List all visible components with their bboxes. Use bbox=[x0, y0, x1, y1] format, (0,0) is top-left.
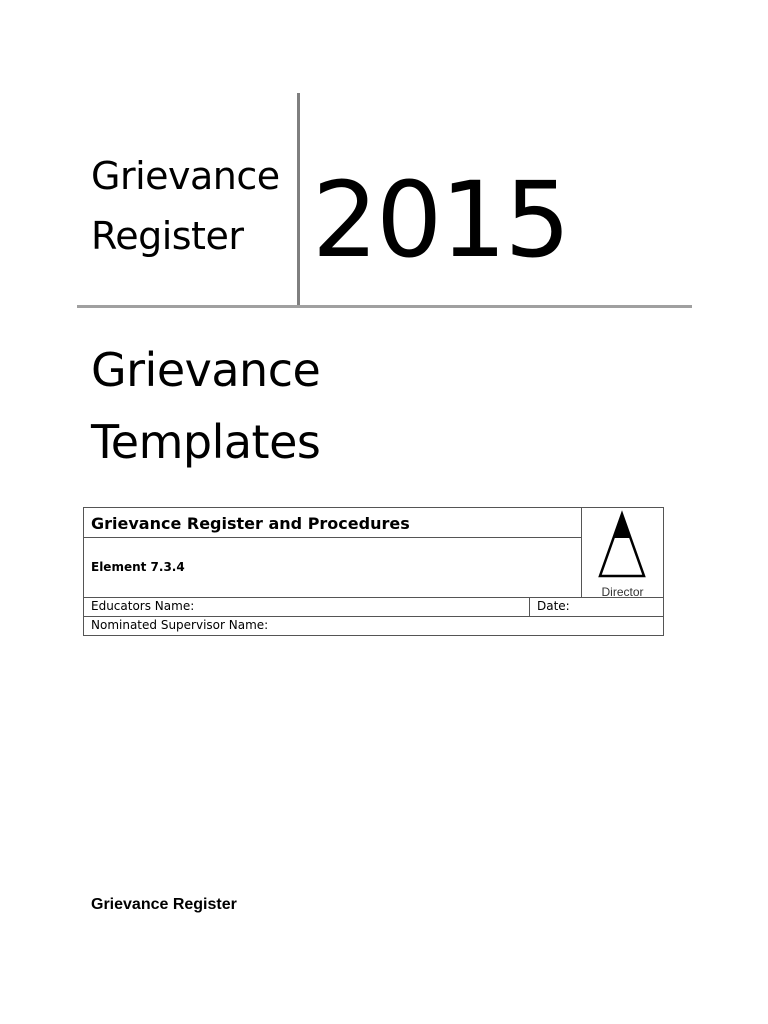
templates-title bbox=[91, 334, 491, 478]
form-heading: Grievance Register and Procedures bbox=[84, 508, 582, 538]
logo-caption: Director bbox=[601, 585, 644, 598]
element-number: Element 7.3.4 bbox=[84, 538, 582, 598]
horizontal-divider bbox=[77, 305, 692, 308]
supervisor-name-field: Nominated Supervisor Name: bbox=[91, 618, 269, 632]
cover-title bbox=[91, 146, 296, 266]
templates-title-line-2: Templates bbox=[91, 415, 321, 469]
cover-title-line-2: Register bbox=[91, 214, 244, 258]
vertical-divider bbox=[297, 93, 300, 306]
director-logo bbox=[582, 508, 663, 598]
date-field: Date: bbox=[530, 598, 663, 617]
templates-title-line-1: Grievance bbox=[91, 343, 321, 397]
section-heading: Grievance Register bbox=[91, 896, 237, 913]
cover-year: 2015 bbox=[312, 159, 569, 281]
cover-title-line-1: Grievance bbox=[91, 154, 280, 198]
educator-name-field: Educators Name: bbox=[84, 598, 530, 617]
form-table bbox=[83, 507, 664, 636]
director-triangle-icon bbox=[596, 510, 648, 582]
